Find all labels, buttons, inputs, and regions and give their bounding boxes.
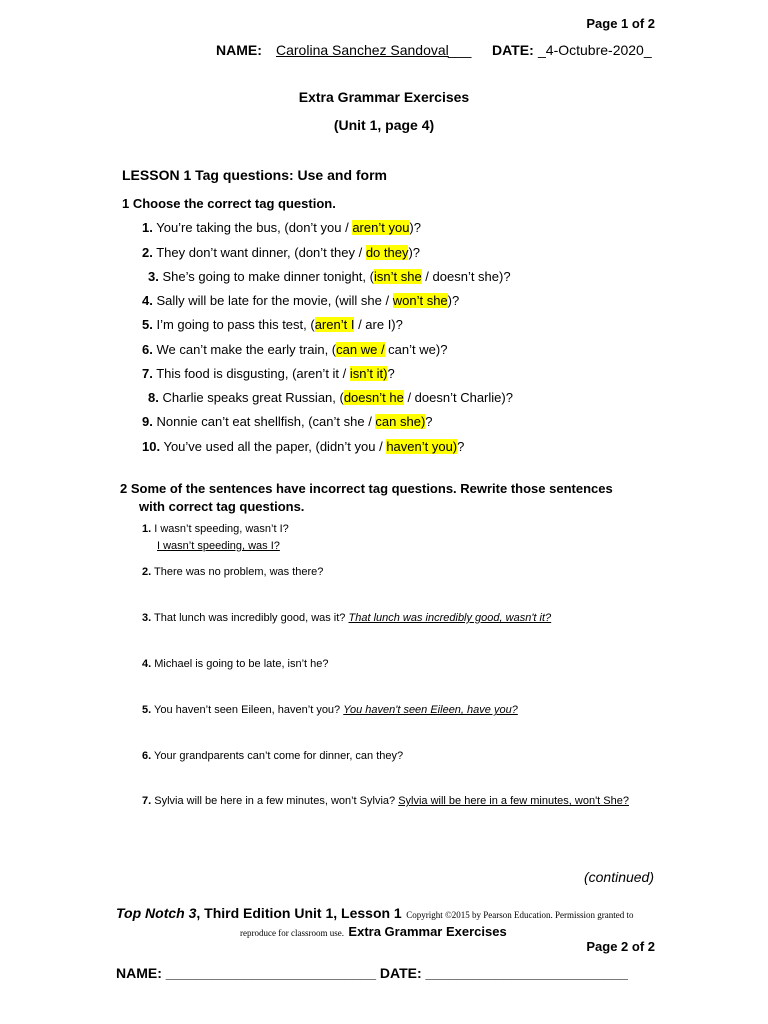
item-text-end: / doesn’t Charlie)? [403,390,513,405]
item-text: Michael is going to be late, isn’t he? [154,658,329,670]
item-number: 9. [142,414,153,429]
list-item [142,414,433,429]
highlighted-answer: aren’t I [314,317,355,332]
list-item [142,245,420,260]
book-title: Top Notch 3 [116,905,197,921]
item-number: 1. [142,220,153,235]
item-number: 5. [142,704,152,716]
item-number: 6. [142,750,152,762]
item-number: 3. [142,612,152,624]
item-text-end: can’t we)? [384,342,448,357]
item-number: 7. [142,795,152,807]
copyright-line1: Copyright ©2015 by Pearson Education. Permission granted to [406,910,634,920]
item-text: Sally will be late for the movie, (will she / [156,293,393,308]
lesson-heading: LESSON 1 Tag questions: Use and form [122,167,388,183]
continued-note: (continued) [583,869,654,885]
page2-name-blank: ___________________________ [165,965,377,981]
item-text: They don’t want dinner, (don’t they / [156,245,366,260]
book-edition: , Third Edition Unit 1, Lesson 1 [196,905,402,921]
document-title: Extra Grammar Exercises [298,89,470,105]
item-number: 3. [148,269,159,284]
name-label: NAME: [216,42,262,58]
item-text: I’m going to pass this test, ( [156,317,315,332]
page2-name-row [116,965,628,981]
item-text: That lunch was incredibly good, was it? [154,612,346,624]
item-number: 10. [142,439,161,454]
highlighted-answer: isn’t it) [349,366,388,381]
list-item [142,658,329,670]
page2-indicator: Page 2 of 2 [586,939,655,954]
item-number: 4. [142,658,152,670]
highlighted-answer: doesn’t he [343,390,404,405]
item-number: 1. [142,523,152,535]
highlighted-answer: haven’t you) [386,439,458,454]
item-text-end: / are I)? [354,317,403,332]
page2-name-label: NAME: [116,965,162,981]
item-text-end: ? [387,366,395,381]
page-indicator: Page 1 of 2 [586,16,655,31]
item-text: You’ve used all the paper, (didn’t you / [163,439,387,454]
item-text-end: )? [408,245,421,260]
item-answer: You haven't seen Eileen, have you? [343,704,518,716]
list-item [142,317,403,332]
item-answer: That lunch was incredibly good, wasn't it? [348,612,552,624]
item-number: 4. [142,293,153,308]
list-item [148,269,511,284]
item-text: Sylvia will be here in a few minutes, won’t Sylvia? [154,795,396,807]
item-text: Charlie speaks great Russian, ( [162,390,344,405]
item-text: She’s going to make dinner tonight, ( [162,269,374,284]
item-text-end: ? [457,439,465,454]
list-item [142,523,289,535]
footer-credit [116,905,634,923]
date-value: _4-Octubre-2020_ [538,42,652,58]
item-text-end: ? [425,414,433,429]
item-number: 7. [142,366,153,381]
list-item [142,704,518,716]
list-item [142,566,323,578]
item-number: 2. [142,566,152,578]
item-number: 5. [142,317,153,332]
highlighted-answer: do they [365,245,409,260]
item-number: 2. [142,245,153,260]
section2-instruction-line2: with correct tag questions. [139,499,305,514]
list-item [142,795,629,807]
footer-credit-line2 [240,923,507,941]
list-item [142,612,551,624]
list-item [142,750,403,762]
item-text: Nonnie can’t eat shellfish, (can’t she / [156,414,376,429]
highlighted-answer: won’t she [392,293,448,308]
highlighted-answer: can she) [375,414,426,429]
item-text: We can’t make the early train, ( [156,342,337,357]
item-text-end: )? [447,293,460,308]
item-text-end: / doesn’t she)? [421,269,511,284]
name-value: Carolina Sanchez Sandoval [276,42,449,58]
list-item [148,390,513,405]
list-item [142,366,395,381]
item-text: You’re taking the bus, (don’t you / [156,220,353,235]
highlighted-answer: aren’t you [352,220,410,235]
highlighted-answer: isn’t she [373,269,422,284]
item-text: Your grandparents can’t come for dinner, can they? [154,750,404,762]
item-text: I wasn’t speeding, wasn’t I? [154,523,289,535]
name-underline-tail: ___ [448,42,472,58]
item-text: There was no problem, was there? [154,566,324,578]
document-subtitle: (Unit 1, page 4) [333,117,435,133]
copyright-line2: reproduce for classroom use. [240,928,344,938]
highlighted-answer: can we / [336,342,385,357]
item-number: 6. [142,342,153,357]
list-item [142,342,447,357]
list-item [142,293,459,308]
date-label: DATE: [492,42,534,58]
section1-instruction: 1 Choose the correct tag question. [122,196,336,211]
page2-date-label: DATE: [379,965,422,981]
item-answer: I wasn’t speeding, was I? [157,540,280,552]
item-answer: Sylvia will be here in a few minutes, won't She? [398,795,629,807]
item-text-end: )? [409,220,421,235]
footer-title: Extra Grammar Exercises [348,924,507,939]
item-text: This food is disgusting, (aren’t it / [156,366,350,381]
section2-instruction: 2 Some of the sentences have incorrect tag questions. Rewrite those sentences [120,481,613,496]
list-item [142,220,421,235]
page2-date-blank: __________________________ [425,965,628,981]
list-item [142,439,464,454]
item-number: 8. [148,390,159,405]
item-text: You haven’t seen Eileen, haven’t you? [154,704,341,716]
